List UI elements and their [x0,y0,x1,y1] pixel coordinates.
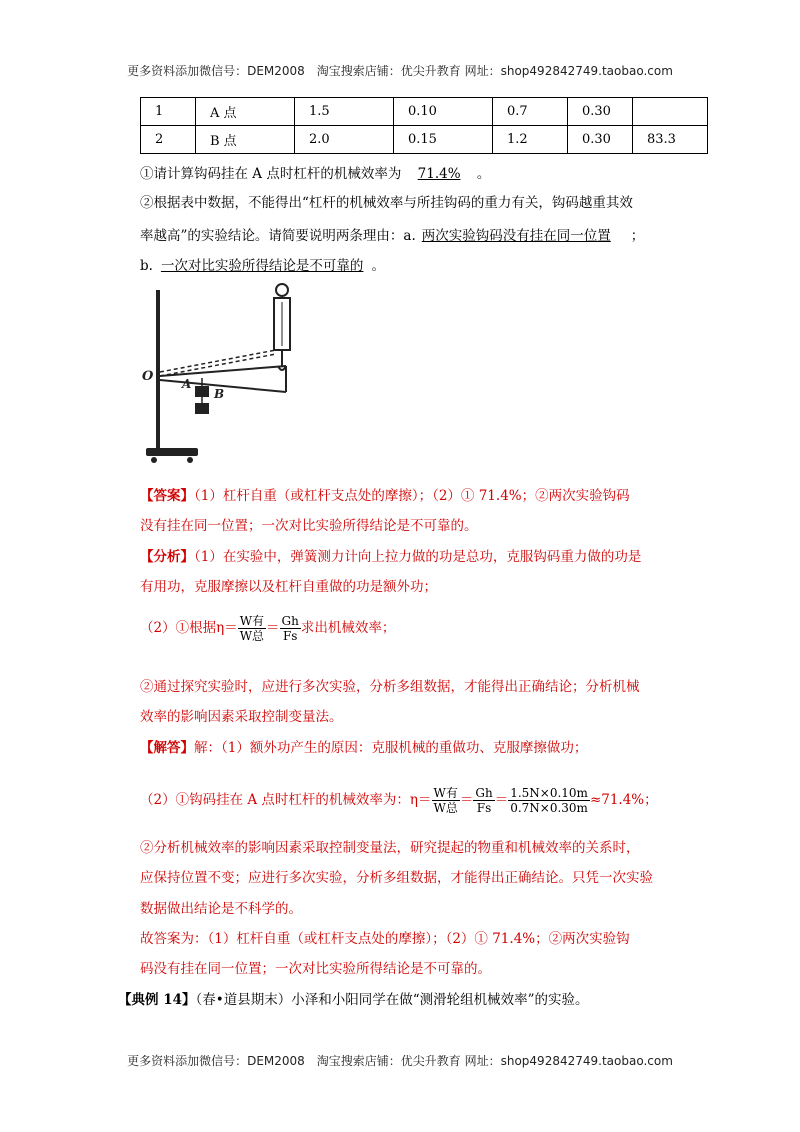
question-2-b: b. 一次对比实验所得结论是不可靠的 。 [140,258,385,274]
page-footer: 更多资料添加微信号：DEM2008 淘宝搜索店铺：优尖升教育 网址：shop492842749.taobao.com [127,1054,673,1068]
table-cell: 0.30 [568,126,633,154]
solution-line3: ②分析机械效率的影响因素采取控制变量法，研究提起的物重和机械效率的关系时， [140,840,640,856]
label-o: O [142,369,154,384]
answer-1: 71.4% [417,166,461,182]
numeric-fraction: $\frac{1.5N\times 0.10m}{0.7N\times 0.30m}$ [510,786,588,815]
table-cell: 2.0 [295,126,394,154]
analysis-line4: ②通过探究实验时，应进行多次实验，分析多组数据，才能得出正确结论；分析机械 [140,679,640,695]
efficiency-fraction: $\frac{\text{W有}}{\text{W总}}$ [433,786,458,815]
data-table [140,97,708,154]
table-cell: 1.5 [295,98,394,126]
gh-fs-fraction: $\frac{Gh}{Fs}$ [281,614,299,643]
table-cell: B 点 [196,126,295,154]
solution-line1: 【解答】解：（1）额外功产生的原因：克服机械的重做功、克服摩擦做功； [140,740,588,756]
table-cell: 0.10 [394,98,493,126]
efficiency-fraction: $\frac{\text{W有}}{\text{W总}}$ [239,614,265,643]
page-header: 更多资料添加微信号：DEM2008 淘宝搜索店铺：优尖升教育 网址：shop492842749.taobao.com [127,64,673,78]
example-tag: 【典例 14】 [118,992,196,1008]
answer-block-line2: 没有挂在同一位置；一次对比实验所得结论是不可靠的。 [140,518,478,534]
gh-fs-fraction: $\frac{Gh}{Fs}$ [475,786,493,815]
table-cell: 1.2 [493,126,568,154]
lever-apparatus-figure [140,282,320,464]
table-cell: 2 [141,126,196,154]
table-cell [633,98,708,126]
label-a: A [182,377,192,391]
table-cell: 0.30 [568,98,633,126]
question-2-line2: 率越高”的实验结论。请简要说明两条理由：a. 两次实验钩码没有挂在同一位置 ； [140,228,645,244]
analysis-formula-line: （2）①根据η＝ $\frac{\text{W有}}{\text{W总}}$ ＝ $\frac{Gh}{Fs}$ 求出机械效率； [140,614,396,643]
table-cell: 1 [141,98,196,126]
analysis-line2: 有用功，克服摩擦以及杠杆自重做的功是额外功； [140,579,437,595]
table-cell: 0.15 [394,126,493,154]
table-cell: A 点 [196,98,295,126]
solution-line5: 数据做出结论是不科学的。 [140,901,302,917]
table-row [141,98,708,126]
table-cell: 0.7 [493,98,568,126]
answer-b: 一次对比实验所得结论是不可靠的 [160,258,364,274]
label-b: B [214,387,225,401]
solution-line7: 码没有挂在同一位置；一次对比实验所得结论是不可靠的。 [140,961,491,977]
analysis-tag: 【分析】 [140,549,194,565]
answer-block-line1: 【答案】（1）杠杆自重（或杠杆支点处的摩擦）；（2）① 71.4%；②两次实验钩码 [140,488,630,504]
solution-line4: 应保持位置不变；应进行多次实验，分析多组数据，才能得出正确结论。只凭一次实验 [140,870,653,886]
solution-tag: 【解答】 [140,740,194,756]
answer-tag: 【答案】 [140,488,194,504]
table-row [141,126,708,154]
analysis-line5: 效率的影响因素采取控制变量法。 [140,709,343,725]
question-1: ①请计算钩码挂在 A 点时杠杆的机械效率为 71.4% 。 [140,166,491,182]
question-2-line1: ②根据表中数据，不能得出“杠杆的机械效率与所挂钩码的重力有关，钩码越重其效 [140,195,633,211]
solution-formula-line: （2）①钩码挂在 A 点时杠杆的机械效率为：η＝ $\frac{\text{W有}}{\text{W总}}$ ＝ $\frac{Gh}{Fs}$ ＝ $\frac{1.5N\times 0.10m}{0.7N\times 0.30m}$ ≈71.4%； [140,786,658,815]
answer-a: 两次实验钩码没有挂在同一位置 [421,228,611,244]
example-14: 【典例 14】（春•道县期末）小泽和小阳同学在做“测滑轮组机械效率”的实验。 [118,992,589,1008]
solution-line6: 故答案为：（1）杠杆自重（或杠杆支点处的摩擦）；（2）① 71.4%；②两次实验钩 [140,931,630,947]
table-cell: 83.3 [633,126,708,154]
analysis-line1: 【分析】（1）在实验中，弹簧测力计向上拉力做的功是总功，克服钩码重力做的功是 [140,549,642,565]
